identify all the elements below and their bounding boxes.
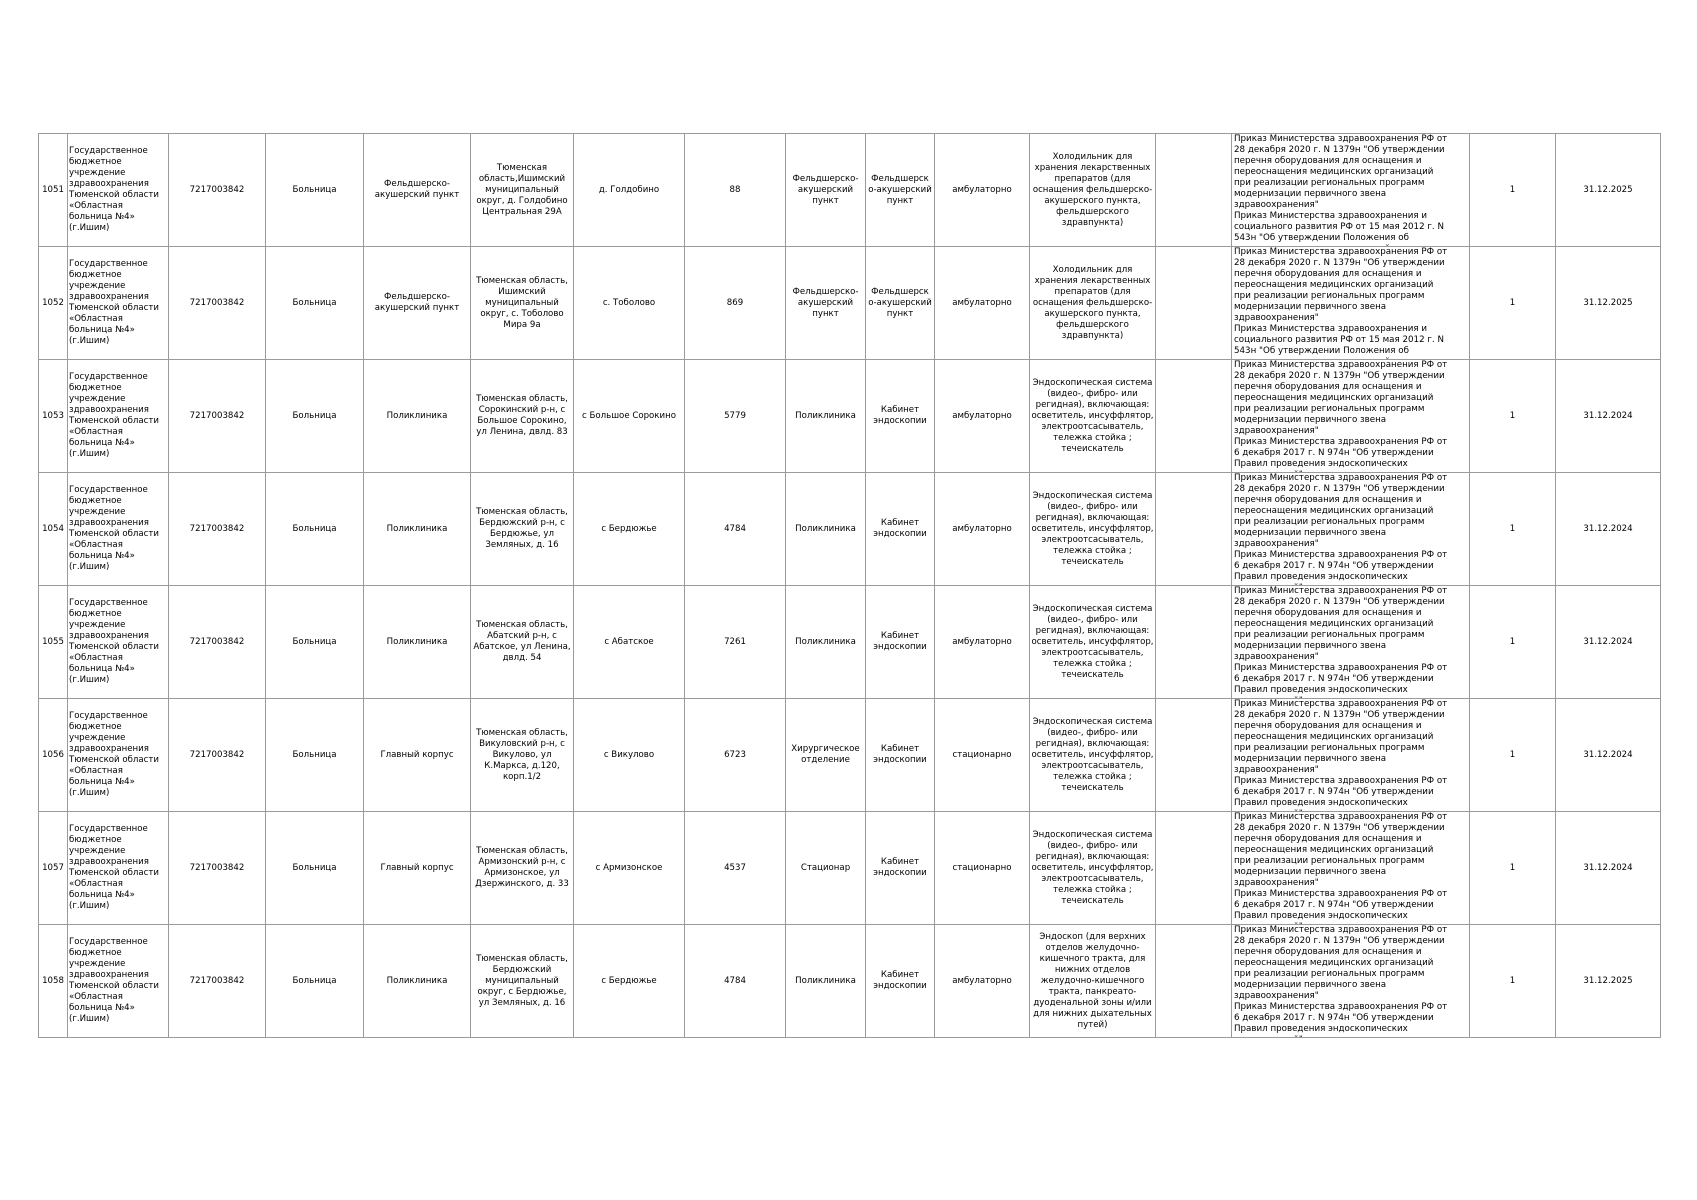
address-cell-text: Тюменская область, Викуловский р-н, с Викулово, ул К.Маркса, д.120, корп.1/2	[476, 727, 568, 782]
inn-cell-text: 7217003842	[189, 975, 245, 986]
inn-cell-text: 7217003842	[189, 862, 245, 873]
date-cell-text: 31.12.2024	[1583, 410, 1633, 421]
organization-cell-text: Государственное бюджетное учреждение здравоохранения Тюменской области «Областная больница №4» (г.Ишим)	[69, 372, 159, 459]
quantity-cell	[1470, 360, 1556, 473]
address-cell	[471, 586, 574, 699]
department-cell-text: Фельдшерско-акушерский пункт	[792, 286, 859, 319]
table-row	[39, 925, 1661, 1038]
locality-cell	[574, 812, 685, 925]
organization-cell	[68, 586, 169, 699]
empty-cell	[1156, 134, 1232, 247]
regulation-cell-text: Приказ Министерства здравоохранения РФ от 28 декабря 2020 г. N 1379н "Об утверждении перечня оборудования для оснащения и переоснащения медицинских организаций при реализации региональных программ модернизации первичного звена здравоохранения" Приказ Министерства здравоохранения РФ от 6 декабря 2017 г. N 974н "Об утверждении Правил проведения эндоскопических	[1234, 586, 1448, 695]
date-cell	[1556, 473, 1661, 586]
care-type-cell-text: амбулаторно	[952, 523, 1012, 534]
locality-cell	[574, 134, 685, 247]
date-cell-text: 31.12.2025	[1583, 975, 1633, 986]
department-cell-text: Поликлиника	[795, 975, 856, 986]
facility-type-cell-text: Больница	[292, 862, 337, 873]
table-row	[39, 360, 1661, 473]
empty-cell	[1156, 812, 1232, 925]
building-cell-text: Поликлиника	[386, 636, 448, 647]
empty-cell	[1156, 247, 1232, 360]
locality-cell-text: д. Голдобино	[598, 184, 660, 195]
inn-cell-text: 7217003842	[189, 523, 245, 534]
date-cell-text: 31.12.2024	[1583, 749, 1633, 760]
care-type-cell	[935, 812, 1030, 925]
inn-cell	[169, 473, 266, 586]
inn-cell	[169, 586, 266, 699]
care-type-cell	[935, 586, 1030, 699]
table-row	[39, 586, 1661, 699]
building-cell	[364, 925, 471, 1038]
building-cell-text: Главный корпус	[380, 862, 454, 873]
population-cell	[685, 247, 786, 360]
inn-cell	[169, 699, 266, 812]
department-cell	[786, 699, 866, 812]
department-cell	[786, 134, 866, 247]
row-number-cell	[39, 586, 68, 699]
room-cell	[866, 360, 935, 473]
building-cell	[364, 473, 471, 586]
organization-cell	[68, 925, 169, 1038]
empty-cell	[1156, 360, 1232, 473]
equipment-cell-text: Эндоскопическая система (видео-, фибро- или регидная), включающая: осветитель, инсуффлятор, электроотсасыватель, тележка стойка ; течеискатель	[1031, 377, 1154, 454]
care-type-cell	[935, 473, 1030, 586]
building-cell-text: Главный корпус	[380, 749, 454, 760]
facility-type-cell	[266, 247, 364, 360]
building-cell	[364, 360, 471, 473]
population-cell	[685, 586, 786, 699]
regulation-cell-text: Приказ Министерства здравоохранения РФ от 28 декабря 2020 г. N 1379н "Об утверждении перечня оборудования для оснащения и переоснащения медицинских организаций при реализации региональных программ модернизации первичного звена здравоохранения" Приказ Министерства здравоохранения и социального развития РФ от 15 мая 2012 г. N 543н "Об утверждении Положения об	[1234, 247, 1448, 356]
row-number-cell-text: 1054	[42, 523, 64, 534]
quantity-cell-text: 1	[1509, 862, 1516, 873]
building-cell	[364, 812, 471, 925]
organization-cell-text: Государственное бюджетное учреждение здравоохранения Тюменской области «Областная больница №4» (г.Ишим)	[69, 598, 159, 685]
population-cell	[685, 812, 786, 925]
regulation-cell-text: Приказ Министерства здравоохранения РФ от 28 декабря 2020 г. N 1379н "Об утверждении перечня оборудования для оснащения и переоснащения медицинских организаций при реализации региональных программ модернизации первичного звена здравоохранения" Приказ Министерства здравоохранения РФ от 6 декабря 2017 г. N 974н "Об утверждении Правил проведения эндоскопических	[1234, 699, 1448, 808]
facility-type-cell-text: Больница	[292, 749, 337, 760]
regulation-cell-text: Приказ Министерства здравоохранения РФ от 28 декабря 2020 г. N 1379н "Об утверждении перечня оборудования для оснащения и переоснащения медицинских организаций при реализации региональных программ модернизации первичного звена здравоохранения" Приказ Министерства здравоохранения РФ от 6 декабря 2017 г. N 974н "Об утверждении Правил проведения эндоскопических	[1234, 360, 1448, 469]
table-row	[39, 812, 1661, 925]
address-cell	[471, 925, 574, 1038]
date-cell	[1556, 134, 1661, 247]
room-cell-text: Фельдшерск о-акушерский пункт	[868, 286, 932, 319]
equipment-cell-text: Эндоскопическая система (видео-, фибро- или регидная), включающая: осветитель, инсуффлятор, электроотсасыватель, тележка стойка ; течеискатель	[1031, 716, 1154, 793]
population-cell-text: 6723	[724, 749, 746, 760]
department-cell-text: Поликлиника	[795, 636, 856, 647]
regulation-cell-text: Приказ Министерства здравоохранения РФ от 28 декабря 2020 г. N 1379н "Об утверждении перечня оборудования для оснащения и переоснащения медицинских организаций при реализации региональных программ модернизации первичного звена здравоохранения" Приказ Министерства здравоохранения РФ от 6 декабря 2017 г. N 974н "Об утверждении Правил проведения эндоскопических	[1234, 473, 1448, 582]
facility-type-cell	[266, 925, 364, 1038]
room-cell-text: Кабинет эндоскопии	[873, 970, 927, 991]
equipment-table	[38, 133, 1661, 1038]
locality-cell	[574, 699, 685, 812]
row-number-cell	[39, 925, 68, 1038]
quantity-cell	[1470, 247, 1556, 360]
facility-type-cell	[266, 586, 364, 699]
population-cell-text: 4784	[724, 975, 746, 986]
locality-cell	[574, 360, 685, 473]
inn-cell	[169, 247, 266, 360]
quantity-cell-text: 1	[1509, 184, 1516, 195]
locality-cell	[574, 586, 685, 699]
empty-cell	[1156, 586, 1232, 699]
row-number-cell	[39, 473, 68, 586]
building-cell	[364, 247, 471, 360]
care-type-cell	[935, 360, 1030, 473]
facility-type-cell-text: Больница	[292, 410, 337, 421]
equipment-cell-text: Эндоскоп (для верхних отделов желудочно-кишечного тракта, для нижних отделов желудочно-кишечного тракта, панкреато-дуоденальной зоны и/или для нижних дыхательных путей)	[1033, 931, 1152, 1030]
population-cell	[685, 473, 786, 586]
room-cell	[866, 134, 935, 247]
facility-type-cell	[266, 699, 364, 812]
care-type-cell	[935, 925, 1030, 1038]
organization-cell	[68, 699, 169, 812]
address-cell-text: Тюменская область, Абатский р-н, с Абатское, ул Ленина, двлд. 54	[473, 620, 571, 663]
quantity-cell-text: 1	[1509, 410, 1516, 421]
building-cell	[364, 699, 471, 812]
date-cell-text: 31.12.2025	[1583, 184, 1633, 195]
building-cell-text: Фельдшерско-акушерский пункт	[374, 179, 460, 200]
inn-cell-text: 7217003842	[189, 749, 245, 760]
date-cell	[1556, 247, 1661, 360]
equipment-cell	[1030, 699, 1156, 812]
address-cell-text: Тюменская область, Бердюжский муниципальный округ, с Бердюжье, ул Земляных, д. 16	[476, 953, 568, 1008]
regulation-cell	[1232, 360, 1470, 473]
care-type-cell-text: амбулаторно	[952, 410, 1012, 421]
population-cell-text: 5779	[724, 410, 746, 421]
facility-type-cell-text: Больница	[292, 636, 337, 647]
room-cell	[866, 586, 935, 699]
inn-cell	[169, 925, 266, 1038]
locality-cell-text: с Бердюжье	[601, 975, 657, 986]
quantity-cell	[1470, 473, 1556, 586]
population-cell	[685, 699, 786, 812]
locality-cell	[574, 925, 685, 1038]
building-cell-text: Фельдшерско-акушерский пункт	[374, 292, 460, 313]
facility-type-cell	[266, 134, 364, 247]
inn-cell	[169, 360, 266, 473]
quantity-cell-text: 1	[1509, 975, 1516, 986]
regulation-cell-text: Приказ Министерства здравоохранения РФ от 28 декабря 2020 г. N 1379н "Об утверждении перечня оборудования для оснащения и переоснащения медицинских организаций при реализации региональных программ модернизации первичного звена здравоохранения" Приказ Министерства здравоохранения РФ от 6 декабря 2017 г. N 974н "Об утверждении Правил проведения эндоскопических	[1234, 812, 1448, 921]
regulation-cell	[1232, 134, 1470, 247]
population-cell-text: 88	[729, 184, 741, 195]
quantity-cell-text: 1	[1509, 749, 1516, 760]
equipment-cell	[1030, 586, 1156, 699]
row-number-cell	[39, 699, 68, 812]
quantity-cell-text: 1	[1509, 297, 1516, 308]
quantity-cell	[1470, 699, 1556, 812]
address-cell	[471, 699, 574, 812]
room-cell-text: Фельдшерск о-акушерский пункт	[868, 173, 932, 206]
population-cell	[685, 360, 786, 473]
care-type-cell-text: амбулаторно	[952, 636, 1012, 647]
inn-cell	[169, 812, 266, 925]
inn-cell-text: 7217003842	[189, 297, 245, 308]
date-cell-text: 31.12.2024	[1583, 636, 1633, 647]
organization-cell	[68, 473, 169, 586]
organization-cell-text: Государственное бюджетное учреждение здравоохранения Тюменской области «Областная больница №4» (г.Ишим)	[69, 711, 159, 798]
address-cell-text: Тюменская область, Бердюжский р-н, с Бердюжье, ул Земляных, д. 16	[476, 507, 568, 550]
table-row	[39, 134, 1661, 247]
care-type-cell-text: стационарно	[952, 749, 1012, 760]
address-cell-text: Тюменская область, Ишимский муниципальный округ, с. Тоболово Мира 9а	[476, 275, 568, 330]
inn-cell-text: 7217003842	[189, 636, 245, 647]
table-row	[39, 247, 1661, 360]
address-cell-text: Тюменская область, Армизонский р-н, с Армизонское, ул Дзержинского, д. 33	[475, 846, 569, 889]
equipment-cell	[1030, 247, 1156, 360]
row-number-cell-text: 1055	[42, 636, 64, 647]
room-cell	[866, 247, 935, 360]
date-cell-text: 31.12.2024	[1583, 523, 1633, 534]
room-cell-text: Кабинет эндоскопии	[873, 857, 927, 878]
room-cell	[866, 473, 935, 586]
regulation-cell	[1232, 699, 1470, 812]
organization-cell	[68, 134, 169, 247]
row-number-cell	[39, 247, 68, 360]
room-cell-text: Кабинет эндоскопии	[873, 631, 927, 652]
equipment-cell-text: Эндоскопическая система (видео-, фибро- или регидная), включающая: осветитель, инсуффлятор, электроотсасыватель, тележка стойка ; течеискатель	[1031, 603, 1154, 680]
care-type-cell	[935, 134, 1030, 247]
room-cell-text: Кабинет эндоскопии	[873, 405, 927, 426]
date-cell	[1556, 699, 1661, 812]
date-cell	[1556, 812, 1661, 925]
row-number-cell-text: 1058	[42, 975, 64, 986]
organization-cell	[68, 360, 169, 473]
department-cell-text: Фельдшерско-акушерский пункт	[792, 173, 859, 206]
care-type-cell-text: амбулаторно	[952, 297, 1012, 308]
locality-cell-text: с Армизонское	[595, 862, 663, 873]
row-number-cell	[39, 360, 68, 473]
building-cell	[364, 134, 471, 247]
table-body	[39, 134, 1661, 1038]
equipment-cell-text: Холодильник для хранения лекарственных препаратов (для оснащения фельдшерско-акушерского пункта, фельдшерского здравпункта)	[1032, 264, 1153, 341]
address-cell	[471, 473, 574, 586]
table-row	[39, 473, 1661, 586]
equipment-cell	[1030, 360, 1156, 473]
inn-cell-text: 7217003842	[189, 410, 245, 421]
quantity-cell-text: 1	[1509, 523, 1516, 534]
address-cell	[471, 134, 574, 247]
building-cell-text: Поликлиника	[386, 523, 448, 534]
empty-cell	[1156, 473, 1232, 586]
locality-cell	[574, 247, 685, 360]
room-cell	[866, 699, 935, 812]
address-cell	[471, 360, 574, 473]
locality-cell-text: с Абатское	[604, 636, 654, 647]
equipment-cell-text: Холодильник для хранения лекарственных препаратов (для оснащения фельдшерско-акушерского пункта, фельдшерского здравпункта)	[1032, 151, 1153, 228]
population-cell	[685, 925, 786, 1038]
building-cell-text: Поликлиника	[386, 410, 448, 421]
locality-cell-text: с. Тоболово	[602, 297, 656, 308]
population-cell-text: 869	[726, 297, 744, 308]
empty-cell	[1156, 925, 1232, 1038]
building-cell-text: Поликлиника	[386, 975, 448, 986]
regulation-cell	[1232, 812, 1470, 925]
regulation-cell-text: Приказ Министерства здравоохранения РФ от 28 декабря 2020 г. N 1379н "Об утверждении перечня оборудования для оснащения и переоснащения медицинских организаций при реализации региональных программ модернизации первичного звена здравоохранения" Приказ Министерства здравоохранения и социального развития РФ от 15 мая 2012 г. N 543н "Об утверждении Положения об	[1234, 134, 1448, 243]
population-cell-text: 7261	[724, 636, 746, 647]
quantity-cell	[1470, 812, 1556, 925]
organization-cell-text: Государственное бюджетное учреждение здравоохранения Тюменской области «Областная больница №4» (г.Ишим)	[69, 146, 159, 233]
organization-cell	[68, 247, 169, 360]
address-cell	[471, 247, 574, 360]
facility-type-cell-text: Больница	[292, 523, 337, 534]
department-cell	[786, 360, 866, 473]
date-cell	[1556, 586, 1661, 699]
organization-cell-text: Государственное бюджетное учреждение здравоохранения Тюменской области «Областная больница №4» (г.Ишим)	[69, 824, 159, 911]
row-number-cell-text: 1052	[42, 297, 64, 308]
organization-cell	[68, 812, 169, 925]
building-cell	[364, 586, 471, 699]
row-number-cell-text: 1056	[42, 749, 64, 760]
row-number-cell-text: 1057	[42, 862, 64, 873]
equipment-cell	[1030, 473, 1156, 586]
department-cell-text: Хирургическое отделение	[791, 744, 860, 765]
locality-cell-text: с Бердюжье	[601, 523, 657, 534]
address-cell-text: Тюменская область,Ишимский муниципальный округ, д. Голдобино Центральная 29А	[476, 162, 568, 217]
room-cell-text: Кабинет эндоскопии	[873, 518, 927, 539]
organization-cell-text: Государственное бюджетное учреждение здравоохранения Тюменской области «Областная больница №4» (г.Ишим)	[69, 259, 159, 346]
department-cell	[786, 473, 866, 586]
facility-type-cell	[266, 473, 364, 586]
care-type-cell	[935, 247, 1030, 360]
department-cell-text: Поликлиника	[795, 523, 856, 534]
care-type-cell-text: амбулаторно	[952, 184, 1012, 195]
care-type-cell	[935, 699, 1030, 812]
quantity-cell	[1470, 134, 1556, 247]
quantity-cell	[1470, 925, 1556, 1038]
regulation-cell	[1232, 473, 1470, 586]
facility-type-cell-text: Больница	[292, 297, 337, 308]
facility-type-cell-text: Больница	[292, 184, 337, 195]
organization-cell-text: Государственное бюджетное учреждение здравоохранения Тюменской области «Областная больница №4» (г.Ишим)	[69, 937, 159, 1024]
equipment-cell	[1030, 134, 1156, 247]
quantity-cell-text: 1	[1509, 636, 1516, 647]
facility-type-cell	[266, 812, 364, 925]
equipment-cell	[1030, 925, 1156, 1038]
equipment-cell-text: Эндоскопическая система (видео-, фибро- или регидная), включающая: осветитель, инсуффлятор, электроотсасыватель, тележка стойка ; течеискатель	[1031, 490, 1154, 567]
row-number-cell-text: 1051	[42, 184, 64, 195]
row-number-cell	[39, 134, 68, 247]
department-cell	[786, 925, 866, 1038]
date-cell	[1556, 360, 1661, 473]
population-cell-text: 4537	[724, 862, 746, 873]
equipment-cell	[1030, 812, 1156, 925]
room-cell	[866, 925, 935, 1038]
population-cell-text: 4784	[724, 523, 746, 534]
care-type-cell-text: стационарно	[952, 862, 1012, 873]
regulation-cell	[1232, 925, 1470, 1038]
regulation-cell	[1232, 247, 1470, 360]
address-cell	[471, 812, 574, 925]
department-cell-text: Стационар	[800, 862, 851, 873]
date-cell-text: 31.12.2025	[1583, 297, 1633, 308]
date-cell-text: 31.12.2024	[1583, 862, 1633, 873]
regulation-cell-text: Приказ Министерства здравоохранения РФ от 28 декабря 2020 г. N 1379н "Об утверждении перечня оборудования для оснащения и переоснащения медицинских организаций при реализации региональных программ модернизации первичного звена здравоохранения" Приказ Министерства здравоохранения РФ от 6 декабря 2017 г. N 974н "Об утверждении Правил проведения эндоскопических	[1234, 925, 1448, 1034]
room-cell	[866, 812, 935, 925]
table-row	[39, 699, 1661, 812]
department-cell	[786, 586, 866, 699]
room-cell-text: Кабинет эндоскопии	[873, 744, 927, 765]
department-cell-text: Поликлиника	[795, 410, 856, 421]
address-cell-text: Тюменская область, Сорокинский р-н, с Большое Сорокино, ул Ленина, двлд. 83	[476, 394, 568, 437]
department-cell	[786, 247, 866, 360]
locality-cell	[574, 473, 685, 586]
equipment-cell-text: Эндоскопическая система (видео-, фибро- или регидная), включающая: осветитель, инсуффлятор, электроотсасыватель, тележка стойка ; течеискатель	[1031, 829, 1154, 906]
regulation-cell	[1232, 586, 1470, 699]
inn-cell	[169, 134, 266, 247]
organization-cell-text: Государственное бюджетное учреждение здравоохранения Тюменской области «Областная больница №4» (г.Ишим)	[69, 485, 159, 572]
care-type-cell-text: амбулаторно	[952, 975, 1012, 986]
facility-type-cell-text: Больница	[292, 975, 337, 986]
empty-cell	[1156, 699, 1232, 812]
quantity-cell	[1470, 586, 1556, 699]
row-number-cell	[39, 812, 68, 925]
facility-type-cell	[266, 360, 364, 473]
row-number-cell-text: 1053	[42, 410, 64, 421]
inn-cell-text: 7217003842	[189, 184, 245, 195]
locality-cell-text: с Большое Сорокино	[582, 410, 676, 421]
population-cell	[685, 134, 786, 247]
locality-cell-text: с Викулово	[603, 749, 655, 760]
date-cell	[1556, 925, 1661, 1038]
department-cell	[786, 812, 866, 925]
